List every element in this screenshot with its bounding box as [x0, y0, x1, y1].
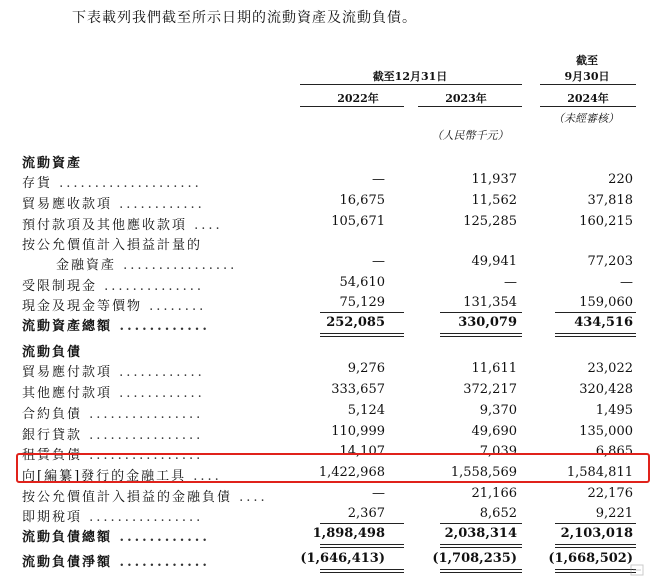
cell-c3: —	[620, 275, 633, 290]
cell-c1: —	[372, 254, 385, 269]
cell-c2: 8,652	[479, 506, 517, 521]
header-2023: 2023年	[445, 92, 487, 105]
total-rule	[320, 569, 404, 573]
total-rule	[320, 523, 404, 524]
dot-leader: ................	[82, 407, 204, 422]
row-label-text: 流動負債淨額	[22, 555, 113, 570]
cell-c1: 2,367	[347, 506, 385, 521]
row-label	[22, 551, 210, 570]
table-row	[0, 313, 660, 335]
row-label-text: 流動資產總額	[22, 319, 113, 334]
cell-c1: 5,124	[347, 403, 385, 418]
dot-leader: ............	[112, 365, 205, 380]
dot-leader: ................	[116, 258, 238, 273]
header-rule-2022	[300, 106, 404, 107]
row-label-text: 金融資產	[56, 258, 117, 273]
cell-c1: 9,276	[347, 361, 385, 376]
row-label-text: 按公允價值計入損益計量的	[22, 238, 203, 253]
total-rule	[555, 544, 636, 548]
total-rule	[440, 312, 522, 313]
row-label	[22, 315, 210, 334]
row-label-text: 流動負債	[22, 345, 83, 360]
total-rule	[320, 333, 404, 337]
total-rule	[555, 333, 636, 337]
cell-c1: 252,085	[326, 315, 385, 330]
cell-c2: 131,354	[463, 295, 517, 310]
total-rule	[440, 544, 522, 548]
dot-leader: ..............	[97, 279, 205, 294]
header-rule-2023	[418, 106, 522, 107]
cell-c3: 135,000	[579, 424, 633, 439]
row-label	[22, 486, 268, 505]
row-label	[22, 152, 82, 171]
cell-c3: 220	[608, 172, 633, 187]
dot-leader: ....	[232, 490, 268, 505]
cell-c1: 333,657	[331, 382, 385, 397]
row-label	[22, 403, 203, 422]
total-rule	[440, 333, 522, 337]
table-row	[0, 212, 660, 234]
row-label	[22, 506, 203, 525]
row-label-text: 按公允價值計入損益的金融負債	[22, 490, 233, 505]
cell-c3: 6,865	[595, 444, 633, 459]
header-rule-dec31	[300, 84, 522, 85]
dot-leader: ................	[82, 428, 204, 443]
dot-leader: ............	[112, 197, 205, 212]
row-label	[22, 234, 202, 253]
cell-c2: 49,941	[471, 254, 517, 269]
total-rule	[320, 312, 404, 313]
cell-c3: 23,022	[587, 361, 633, 376]
row-label-text: 貿易應付款項	[22, 365, 113, 380]
dot-leader: ................	[82, 448, 204, 463]
unaudited-note: （未經審核）	[553, 112, 619, 125]
table-row	[0, 232, 660, 254]
row-label	[22, 295, 206, 314]
cell-c1: —	[372, 172, 385, 187]
header-as-of: 截至	[576, 54, 598, 67]
cell-c2: 21,166	[471, 486, 517, 501]
row-label-text: 即期稅項	[22, 510, 83, 525]
row-label	[22, 526, 210, 545]
row-label-text: 存貨	[22, 176, 53, 191]
cell-c3: 77,203	[587, 254, 633, 269]
cell-c1: 16,675	[339, 193, 385, 208]
table-row	[0, 401, 660, 423]
row-label-text: 租賃負債	[22, 448, 83, 463]
table-row	[0, 252, 660, 274]
table-row	[0, 422, 660, 444]
cell-c1: 105,671	[331, 214, 385, 229]
cell-c3: 160,215	[579, 214, 633, 229]
cell-c3: 22,176	[587, 486, 633, 501]
dot-leader: ....	[187, 218, 223, 233]
cell-c2: 1,558,569	[450, 465, 517, 480]
cell-c3: (1,668,502)	[548, 551, 633, 566]
row-label-text: 流動資產	[22, 156, 83, 171]
table-row	[0, 549, 660, 571]
total-rule	[555, 312, 636, 313]
header-rule-2024	[540, 106, 636, 107]
cell-c1: 54,610	[339, 275, 385, 290]
row-label-text: 預付款項及其他應收款項	[22, 218, 188, 233]
table-row	[0, 524, 660, 546]
table-row	[0, 150, 660, 172]
intro-text: 下表載列我們截至所示日期的流動資產及流動負債。	[72, 10, 417, 26]
dot-leader: ....................	[52, 176, 202, 191]
cell-c2: —	[504, 275, 517, 290]
cell-c1: 75,129	[339, 295, 385, 310]
cell-c2: 2,038,314	[444, 526, 517, 541]
row-label	[22, 424, 203, 443]
row-label	[22, 341, 82, 360]
cell-c1: 14,107	[339, 444, 385, 459]
row-label-text: 合約負債	[22, 407, 83, 422]
header-2024: 2024年	[567, 92, 609, 105]
table-row	[0, 359, 660, 381]
cell-c2: 7,039	[479, 444, 517, 459]
cell-c1: 110,999	[331, 424, 385, 439]
dot-leader: ....	[186, 469, 222, 484]
table-row	[0, 273, 660, 295]
cell-c3: 320,428	[579, 382, 633, 397]
header-sep30: 9月30日	[564, 70, 610, 83]
row-label	[22, 382, 205, 401]
cell-c1: 1,422,968	[318, 465, 385, 480]
total-rule	[320, 544, 404, 548]
dot-leader: ............	[112, 555, 210, 570]
table-row	[0, 339, 660, 361]
watermark-icon	[630, 564, 644, 576]
cell-c3: 434,516	[574, 315, 633, 330]
cell-c2: 125,285	[463, 214, 517, 229]
row-label	[22, 214, 223, 233]
row-label-text: 貿易應收款項	[22, 197, 113, 212]
header-rule-sep30	[540, 84, 636, 85]
total-rule	[440, 569, 522, 573]
cell-c3: 1,495	[595, 403, 633, 418]
table-row	[0, 191, 660, 213]
cell-c2: 11,937	[471, 172, 517, 187]
row-label	[22, 275, 204, 294]
cell-c1: —	[372, 486, 385, 501]
table-row	[0, 170, 660, 192]
row-label	[22, 193, 205, 212]
header-2022: 2022年	[337, 92, 379, 105]
cell-c2: 49,690	[471, 424, 517, 439]
cell-c1: 1,898,498	[312, 526, 385, 541]
dot-leader: ............	[112, 386, 205, 401]
row-label	[56, 254, 237, 273]
table-row	[0, 380, 660, 402]
cell-c2: (1,708,235)	[432, 551, 517, 566]
total-rule	[555, 523, 636, 524]
row-label-text: 受限制現金	[22, 279, 98, 294]
cell-c3: 1,584,811	[566, 465, 633, 480]
total-rule	[555, 569, 636, 573]
cell-c3: 9,221	[595, 506, 633, 521]
cell-c2: 11,611	[471, 361, 517, 376]
row-label-text: 其他應付款項	[22, 386, 113, 401]
row-label-text: 現金及現金等價物	[22, 299, 143, 314]
cell-c2: 372,217	[463, 382, 517, 397]
dot-leader: ............	[112, 530, 210, 545]
table-row	[0, 484, 660, 506]
cell-c2: 11,562	[471, 193, 517, 208]
dot-leader: ................	[82, 510, 204, 525]
dot-leader: ............	[112, 319, 210, 334]
cell-c3: 37,818	[587, 193, 633, 208]
highlight-box	[16, 453, 650, 483]
cell-c3: 159,060	[579, 295, 633, 310]
row-label	[22, 361, 205, 380]
row-label-text: 向[編纂]發行的金融工具	[22, 469, 187, 484]
header-dec31: 截至12月31日	[372, 70, 448, 83]
cell-c2: 9,370	[479, 403, 517, 418]
cell-c1: (1,646,413)	[300, 551, 385, 566]
unit-note: （人民幣千元）	[431, 129, 509, 142]
total-rule	[440, 523, 522, 524]
cell-c2: 330,079	[458, 315, 517, 330]
dot-leader: ........	[142, 299, 207, 314]
row-label-text: 流動負債總額	[22, 530, 113, 545]
row-label	[22, 172, 202, 191]
row-label-text: 銀行貸款	[22, 428, 83, 443]
cell-c3: 2,103,018	[560, 526, 633, 541]
